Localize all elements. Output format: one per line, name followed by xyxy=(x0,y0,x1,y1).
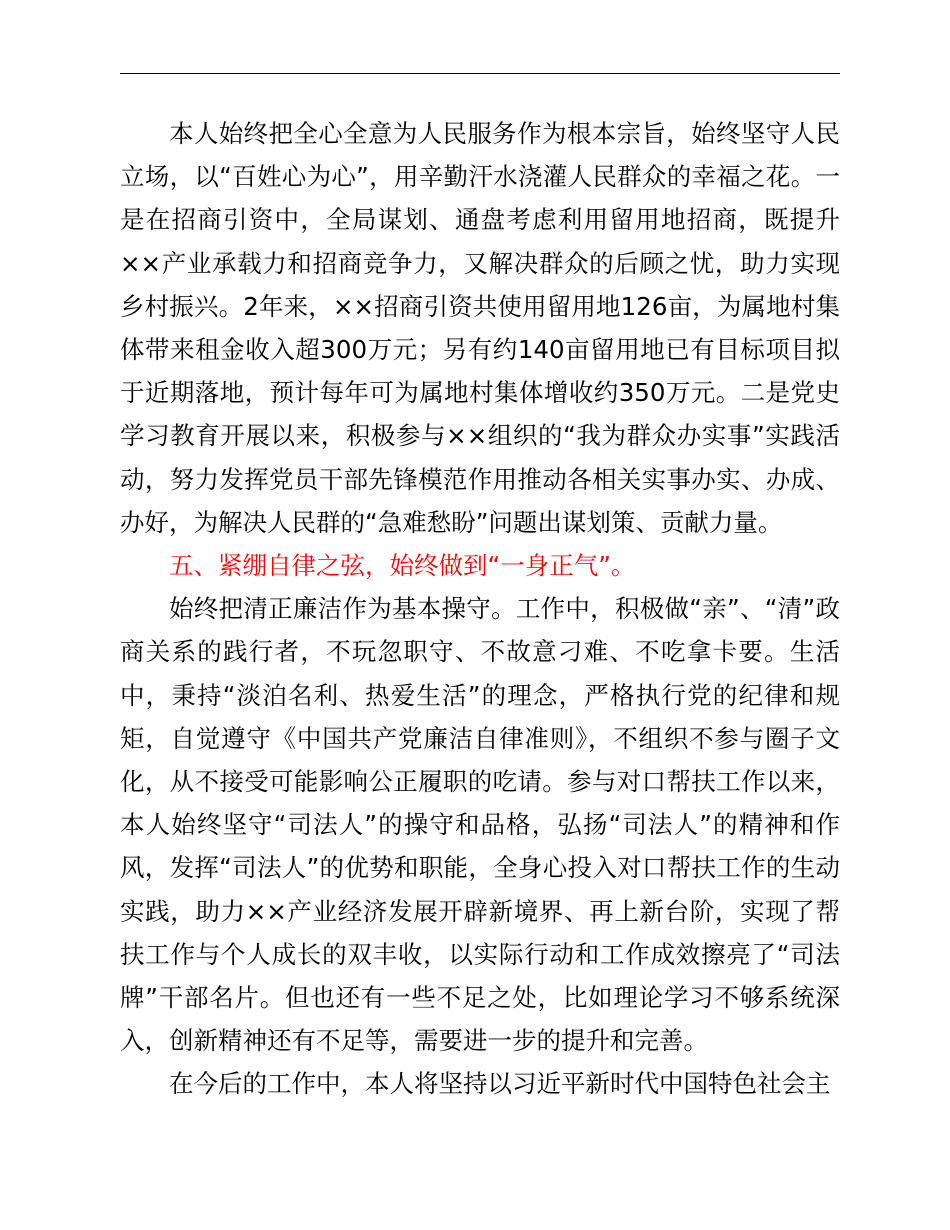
body-paragraph-integrity: 始终把清正廉洁作为基本操守。工作中，积极做“亲”、“清”政商关系的践行者，不玩忽职守、不故意刁难、不吃拿卡要。生活中，秉持“淡泊名利、热爱生活”的理念，严格执行党的纪律和规矩，自觉遵守《中国共产党廉洁自律准则》，不组织不参与圈子文化，从不接受可能影响公正履职的吃请。参与对口帮扶工作以来，本人始终坚守“司法人”的操守和品格，弘扬“司法人”的精神和作风，发挥“司法人”的优势和职能，全身心投入对口帮扶工作的生动实践，助力××产业经济发展开辟新境界、再上新台阶，实现了帮扶工作与个人成长的双丰收，以实际行动和工作成效擦亮了“司法牌”干部名片。但也还有一些不足之处，比如理论学习不够系统深入，创新精神还有不足等，需要进一步的提升和完善。 xyxy=(120,594,840,1056)
body-paragraph-service: 本人始终把全心全意为人民服务作为根本宗旨，始终坚守人民立场，以“百姓心为心”，用辛勤汗水浇灌人民群众的幸福之花。一是在招商引资中，全局谋划、通盘考虑利用留用地招商，既提升××产业承载力和招商竞争力，又解决群众的后顾之忧，助力实现乡村振兴。2年来，××招商引资共使用留用地126亩，为属地村集体带来租金收入超300万元；另有约140亩留用地已有目标项目拟于近期落地，预计每年可为属地村集体增收约350万元。二是党史学习教育开展以来，积极参与××组织的“我为群众办实事”实践活动，努力发挥党员干部先锋模范作用推动各相关实事办实、办成、办好，为解决人民群的“急难愁盼”问题出谋划策、贡献力量。 xyxy=(120,119,840,537)
document-body xyxy=(120,112,840,1106)
header-rule xyxy=(120,73,840,74)
body-paragraph-future-work: 在今后的工作中，本人将坚持以习近平新时代中国特色社会主 xyxy=(169,1069,831,1099)
section-heading-self-discipline: 五、紧绷自律之弦，始终做到“一身正气”。 xyxy=(169,551,636,581)
